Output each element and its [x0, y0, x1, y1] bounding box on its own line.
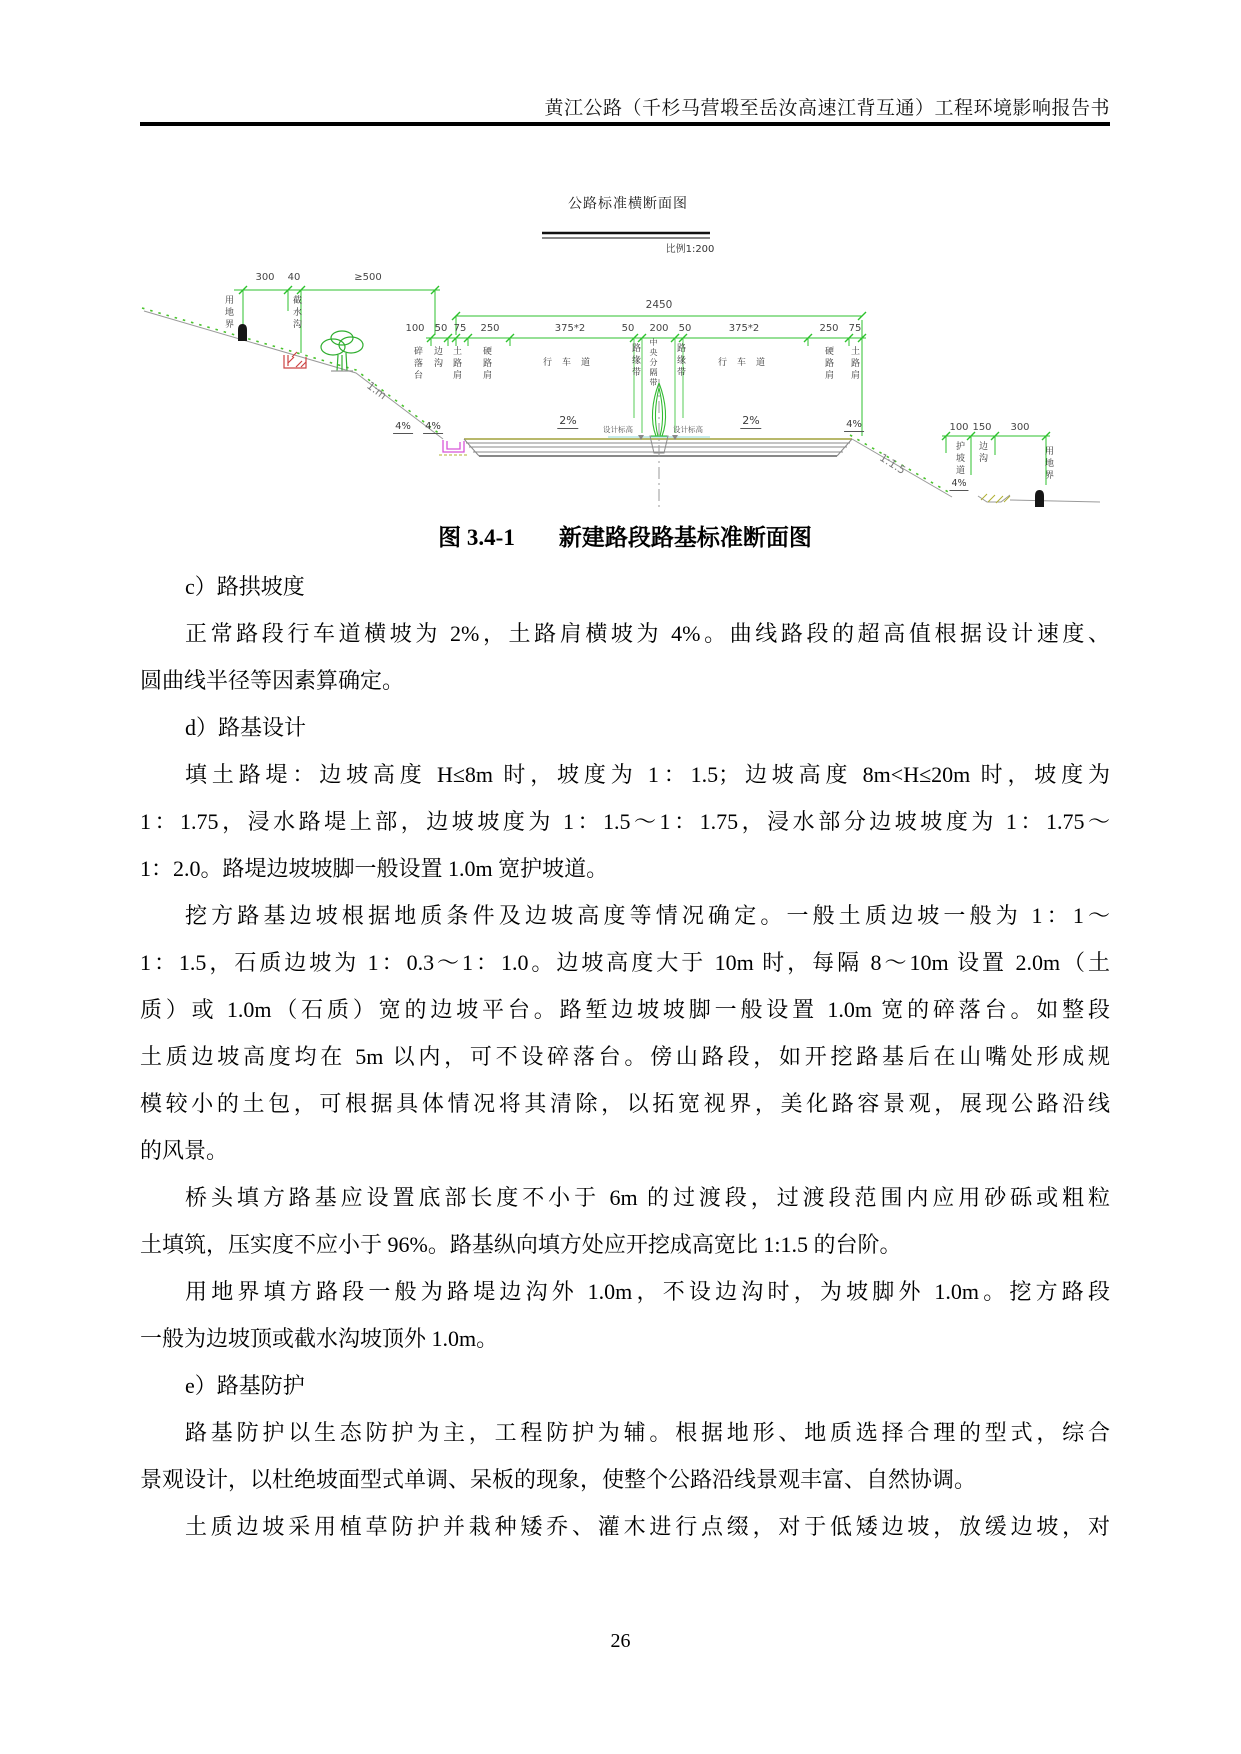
body-line: 用地界填方路段一般为路堤边沟外 1.0m，不设边沟时，为坡脚外 1.0m。挖方路段: [185, 1279, 1110, 1304]
dim-label: 250: [480, 323, 500, 334]
dim-label: 375*2: [554, 323, 586, 334]
label-lane-left: 行车道: [543, 358, 601, 368]
dim-label: 300: [1010, 422, 1030, 433]
body-line: 桥头填方路基应设置底部长度不小于 6m 的过渡段，过渡段范围内应用砂砾或粗粒: [185, 1185, 1110, 1210]
dim-label: ≥500: [354, 272, 382, 283]
body-line: 土质边坡高度均在 5m 以内，可不设碎落台。傍山路段，如开挖路基后在山嘴处形成规: [140, 1044, 1110, 1069]
body-line: 圆曲线半径等因素算确定。: [140, 668, 405, 693]
boundary-monument-left: [238, 324, 247, 341]
page-number: 26: [610, 1630, 631, 1652]
label-marginal-strip-right: 路缘带: [675, 343, 685, 379]
dim-label: 50: [434, 323, 448, 334]
body-line: d）路基设计: [185, 715, 307, 740]
label-median: 中央分隔带: [649, 338, 658, 388]
label-berm: 护坡道: [954, 441, 964, 477]
body-line: 1：1.75，浸水路堤上部，边坡坡度为 1：1.5～1：1.75，浸水部分边坡坡度为 1：1.75～: [140, 809, 1110, 834]
design-elevation-label: 设计标高: [603, 425, 633, 434]
roadside-ditch-left: [439, 440, 467, 455]
body-line: 一般为边坡顶或截水沟坡顶外 1.0m。: [140, 1326, 499, 1351]
body-line: e）路基防护: [185, 1373, 305, 1398]
body-line: 景观设计，以杜绝坡面型式单调、呆板的现象，使整个公路沿线景观丰富、自然协调。: [140, 1467, 977, 1492]
design-elevation-label: 设计标高: [673, 425, 703, 434]
dim-label: 375*2: [728, 323, 760, 334]
dim-label: 50: [621, 323, 635, 334]
body-line: 1：2.0。路堤边坡坡脚一般设置 1.0m 宽护坡道。: [140, 856, 609, 881]
intercept-ditch-shape: [284, 352, 306, 368]
body-line: 土质边坡采用植草防护并栽种矮乔、灌木进行点缀，对于低矮边坡，放缓边坡，对: [185, 1514, 1110, 1539]
dim-label: 200: [649, 323, 669, 334]
grade-label: 4%: [951, 478, 967, 489]
body-line: 模较小的土包，可根据具体情况将其清除，以拓宽视界，美化路容景观，展现公路沿线: [140, 1091, 1110, 1116]
figure-caption: [140, 519, 1110, 552]
dimension-ticks: [239, 286, 1050, 440]
page-header-title: 黄江公路（千杉马营塅至岳汝高速江背互通）工程环境影响报告书: [544, 98, 1110, 119]
boundary-monument-right: [1035, 490, 1044, 507]
body-line: 填土路堤：边坡高度 H≤8m 时，坡度为 1：1.5；边坡高度 8m<H≤20m 时，坡度为: [185, 762, 1110, 787]
toe-ditch-right: [978, 494, 1010, 503]
label-hard-shoulder-left: 硬路肩: [481, 346, 491, 382]
label-side-ditch-right: 边沟: [977, 441, 987, 465]
dim-label: 40: [287, 272, 301, 283]
body-line: c）路拱坡度: [185, 574, 305, 599]
label-soil-shoulder-right: 土路肩: [849, 346, 859, 382]
fill-slope-ratio-label: 1:1.5: [877, 451, 908, 477]
label-right-of-way-right: 用地界: [1043, 446, 1053, 482]
dim-label: 250: [819, 323, 839, 334]
body-line: 质）或 1.0m（石质）宽的边坡平台。路堑边坡坡脚一般设置 1.0m 宽的碎落台。如整段: [140, 997, 1110, 1022]
figure-caption-number: 图 3.4-1: [438, 525, 515, 550]
label-hard-shoulder-right: 硬路肩: [823, 346, 833, 382]
diagram-title: 公路标准横断面图: [568, 196, 688, 212]
body-line: 1：1.5，石质边坡为 1：0.3～1：1.0。边坡高度大于 10m 时，每隔 8～10m 设置 2.0m（土: [140, 950, 1110, 975]
header-rule: [140, 122, 1110, 126]
body-text: [140, 563, 1110, 1550]
dim-label: 50: [678, 323, 692, 334]
dim-label: 100: [949, 422, 969, 433]
cross-section-drawing: [138, 183, 1110, 517]
label-soil-shoulder-left: 土路肩: [451, 346, 461, 382]
dim-label: 75: [453, 323, 467, 334]
figure-title-underline: [542, 233, 710, 238]
dim-label: 100: [405, 323, 425, 334]
dim-label: 75: [848, 323, 862, 334]
label-side-ditch-left: 边沟: [432, 346, 442, 370]
pavement-layers: [464, 435, 852, 456]
ground-line-right: [1010, 500, 1100, 502]
label-intercept-ditch: 截水沟: [291, 295, 301, 331]
grade-label: 4%: [425, 421, 441, 432]
dim-total-label: 2450: [645, 299, 673, 311]
body-line: 的风景。: [140, 1138, 229, 1163]
label-crumb-platform: 碎落台: [412, 346, 422, 382]
dim-label: 300: [255, 272, 275, 283]
dim-label: 150: [972, 422, 992, 433]
figure-caption-title: 新建路段路基标准断面图: [558, 525, 812, 550]
body-line: 土填筑，压实度不应小于 96%。路基纵向填方处应开挖成高宽比 1:1.5 的台阶。: [140, 1232, 902, 1257]
label-marginal-strip-left: 路缘带: [630, 343, 640, 379]
label-right-of-way-left: 用地界: [223, 295, 233, 331]
diagram-scale-label: 比例1:200: [665, 244, 715, 255]
road-cross-section-figure: [138, 183, 1110, 517]
grade-label: 4%: [846, 419, 862, 430]
grade-label: 2%: [742, 414, 760, 427]
grade-label: 4%: [395, 421, 411, 432]
body-line: 正常路段行车道横坡为 2%，土路肩横坡为 4%。曲线路段的超高值根据设计速度、: [185, 621, 1110, 646]
body-line: 路基防护以生态防护为主，工程防护为辅。根据地形、地质选择合理的型式，综合: [185, 1420, 1110, 1445]
cut-slope-ratio-label: 1:m: [364, 379, 390, 403]
body-line: 挖方路基边坡根据地质条件及边坡高度等情况确定。一般土质边坡一般为 1：1～: [185, 903, 1110, 928]
grade-label: 2%: [559, 414, 577, 427]
label-lane-right: 行车道: [718, 358, 776, 368]
